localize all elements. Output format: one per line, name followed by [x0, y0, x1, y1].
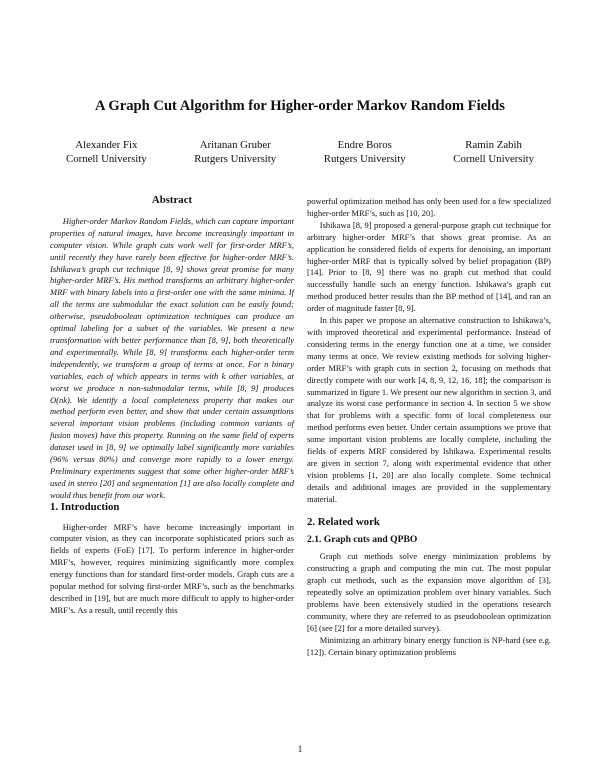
graph-cuts-subheading: 2.1. Graph cuts and QPBO [307, 534, 418, 546]
abstract-heading: Abstract [151, 194, 193, 206]
paper-title: A Graph Cut Algorithm for Higher-order Markov Random Fields [95, 98, 505, 114]
abstract-text: Higher-order Markov Random Fields, which can capture important properties of natural images, have become increasingly important in computer vision. While graph cuts work well for first-order MRF’s, until recently they have rarely been effective for higher-order MRF’s. Ishikawa’s graph cut technique [8, 9] shows great promise for many higher-order MRF’s. His method transforms an arbitrary higher-order MRF with binary labels into a first-order one with the same minima. If all the terms are submodular the exact solution can be easily found; otherwise, pseudoboolean optimization techniques can produce an optimal labeling for a subset of the variables. We present a new transformation with better performance than [8, 9], both theoretically and experimentally. While [8, 9] transforms each higher-order term independently, we transform a group of terms at once. For n binary variables, each of which appears in terms with k other variables, at worst we produce n non-submodular terms, while [8, 9] produces O(nk). We identify a local completeness property that makes our method perform even better, and show that under certain assumptions several important vision problems (including common variants of fusion moves) have this property. Running on the same field of experts dataset used in [8, 9] we optimally label significantly more variables (96% versus 80%) and converge more rapidly to a lower energy. Preliminary experiments suggest that some other higher-order MRF’s used in stereo [20] and segmentation [1] are also locally complete and would thus benefit from our work. [50, 215, 294, 500]
author-affiliation: Cornell University [453, 153, 534, 165]
intro-paragraph: Higher-order MRF’s have become increasingly important in computer vision, as they can incorporate sophisticated priors such as fields of experts (FoE) [17]. To perform inference in higher-order MRF’s, however, requires minimizing significantly more complex energy functions than for standard first-order models. Graph cuts are a popular method for solving first-order MRF’s, such as the benchmarks described in [19], but are much more difficult to apply to higher-order MRF’s. As a result, until recently this [50, 521, 294, 615]
author-name: Aritanan Gruber [199, 139, 271, 151]
intro-heading: 1. Introduction [50, 500, 120, 513]
related-paragraph-2: Minimizing an arbitrary binary energy function is NP-hard (see e.g. [12]). Certain binary optimization problems [307, 634, 551, 657]
right-column [307, 196, 551, 659]
author-affiliation: Cornell University [66, 153, 147, 165]
author-list [66, 138, 534, 166]
right-paragraph-3: In this paper we propose an alternative construction to Ishikawa’s, with improved theoretical and experimental performance. Instead of considering terms in the energy function one at a time, we consider many terms at once. We review existing methods for solving higher-order MRF’s with graph cuts in section 2, focusing on methods that directly compete with our work [4, 8, 9, 12, 16, 18]; the comparison is summarized in figure 1. We present our new algorithm in section 3, and analyze its worst case performance in section 4. In section 5 we show that for problems with a specific form of local completeness our method performs even better. Under certain assumptions we prove that some important vision problems are locally complete, including the fields of experts MRF considered by Ishikawa. Experimental results are given in section 7, along with experimental evidence that other vision problems [1, 20] are also locally complete. Some technical details and additional images are provided in the supplementary material. [307, 315, 551, 504]
related-work-heading: 2. Related work [307, 515, 380, 528]
page-number: 1 [297, 745, 303, 755]
author-block [453, 138, 534, 166]
author-name: Ramin Zabih [465, 139, 522, 151]
right-paragraph-1: powerful optimization method has only been used for a few specialized higher-order MRF’s, such as [10, 20]. [307, 196, 551, 218]
author-block [194, 138, 276, 166]
author-affiliation: Rutgers University [323, 153, 406, 165]
left-column [50, 195, 294, 617]
right-paragraph-2: Ishikawa [8, 9] proposed a general-purpose graph cut technique for arbitrary higher-order MRF’s that shows great promise. As an application he considered fields of experts for denoising, an important higher-order MRF that is typically solved by belief propagation (BP) [14]. Prior to [8, 9] there was no graph cut method that could successfully handle such an energy function. Ishikawa’s graph cut method produced better results than the BP method of [14], and ran an order of magnitude faster [8, 9]. [307, 219, 551, 314]
author-block [66, 138, 147, 166]
author-name: Endre Boros [337, 139, 392, 151]
author-name: Alexander Fix [75, 139, 138, 151]
author-block [324, 138, 406, 166]
related-paragraph-1: Graph cut methods solve energy minimization problems by constructing a graph and computing the min cut. The most popular graph cut methods, such as the expansion move algorithm of [3], repeatedly solve an optimization problem over binary variables. Such problems have been extensively studied in the operations research community, where they are referred to as pseudoboolean optimization [6] (see [2] for a more detailed survey). [307, 551, 551, 633]
author-affiliation: Rutgers University [194, 153, 277, 165]
